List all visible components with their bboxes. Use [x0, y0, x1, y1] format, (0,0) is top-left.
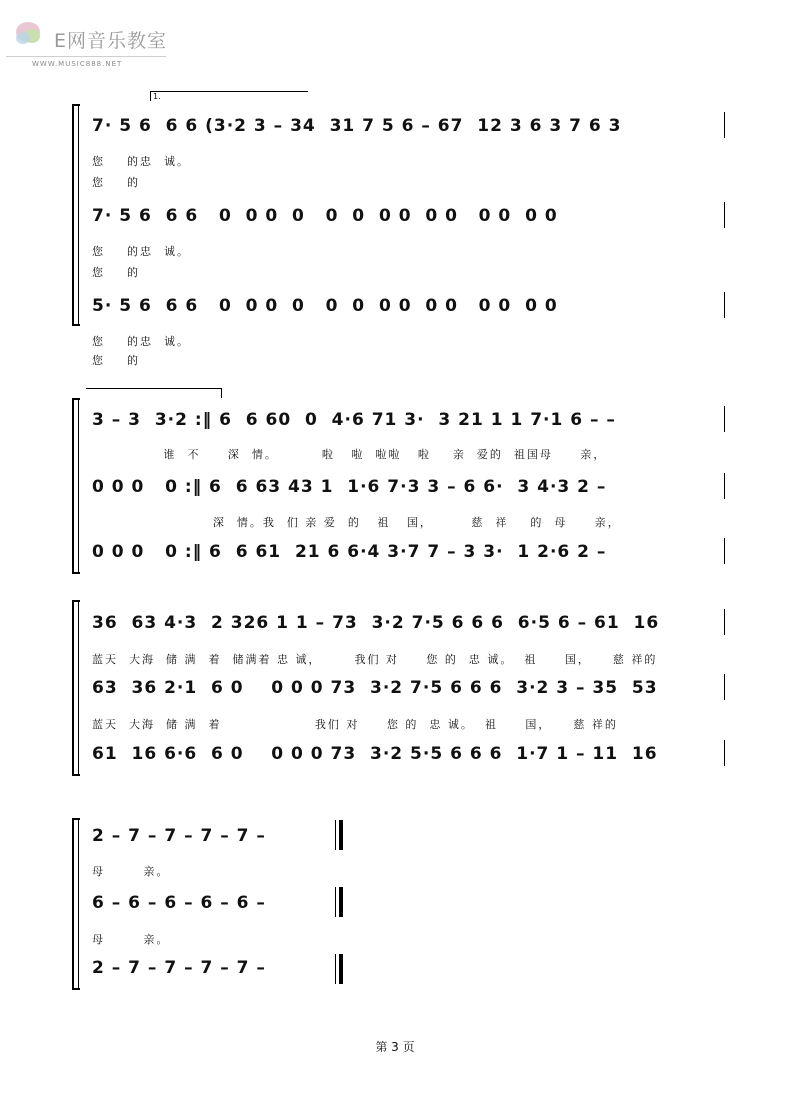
system-brace — [72, 818, 74, 990]
lyric-line: 蓝天 大海 储 满 着 我们 对 您 的 忠 诚。 祖 国， 慈 祥的 — [92, 718, 618, 731]
system-brace — [72, 398, 74, 574]
soprano-notes: 2 – 7 – 7 – 7 – 7 – — [92, 826, 266, 846]
alto-notes: 63 36 2·1 6 0 0 0 0 73 3·2 7·5 6 6 6 3·2 3 – 35 53 — [92, 678, 658, 698]
alto-notes: 6 – 6 – 6 – 6 – 6 – — [92, 893, 266, 913]
lyric-line: 蓝天 大海 储 满 着 储满着 忠 诚， 我们 对 您 的 忠 诚。 祖 国， 慈 祥的 — [92, 653, 658, 666]
bass-notes: 5· 5 6 6 6 0 0 0 0 0 0 0 0 0 0 0 0 0 0 — [92, 296, 558, 316]
lyric-line: 您 的忠 诚。 — [92, 155, 190, 168]
lyric-line: 深 情。我 们 亲 爱 的 祖 国， 慈 祥 的 母 亲， — [92, 516, 621, 529]
volta-bracket — [150, 91, 308, 92]
bass-notes: 61 16 6·6 6 0 0 0 0 73 3·2 5·5 6 6 6 1·7 1 – 11 16 — [92, 744, 658, 764]
soprano-notes: 3 – 3 3·2 :‖ 6 6 60 0 4·6 71 3· 3 21 1 1 7·1 6 – – — [92, 410, 616, 430]
bass-notes: 2 – 7 – 7 – 7 – 7 – — [92, 958, 266, 978]
final-barline — [339, 820, 343, 850]
alto-notes: 0 0 0 0 :‖ 6 6 63 43 1 1·6 7·3 3 – 6 6· 3 4·3 2 – — [92, 477, 607, 497]
alto-notes: 7· 5 6 6 6 0 0 0 0 0 0 0 0 0 0 0 0 0 0 — [92, 206, 558, 226]
soprano-notes: 36 63 4·3 2 326 1 1 – 73 3·2 7·5 6 6 6 6·5 6 – 61 16 — [92, 613, 660, 633]
volta-bracket — [86, 388, 222, 389]
lyric-line: 您 的 — [92, 354, 140, 367]
lyric-line: 您 的 — [92, 266, 140, 279]
lyric-line: 谁 不 深 情。 啦 啦 啦啦 啦 亲 爱的 祖国母 亲， — [92, 448, 607, 461]
final-barline — [339, 887, 343, 917]
site-logo — [6, 8, 176, 70]
bass-notes: 0 0 0 0 :‖ 6 6 61 21 6 6·4 3·7 7 – 3 3· 1 2·6 2 – — [92, 542, 607, 562]
lyric-line: 母 亲。 — [92, 933, 170, 946]
page-number: 第 3 页 — [375, 1040, 415, 1054]
system-brace — [72, 600, 74, 776]
volta-number: 1. — [153, 92, 161, 101]
final-barline — [339, 954, 343, 984]
logo-divider — [6, 56, 166, 57]
lyric-line: 您 的忠 诚。 — [92, 245, 190, 258]
logo-url: WWW.MUSIC888.NET — [32, 60, 123, 68]
lyric-line: 您 的忠 诚。 — [92, 335, 190, 348]
flower-logo-icon — [6, 14, 50, 54]
soprano-notes: 7· 5 6 6 6 (3·2 3 – 34 31 7 5 6 – 67 12 3 6 3 7 6 3 — [92, 116, 622, 136]
lyric-line: 母 亲。 — [92, 865, 170, 878]
logo-text: E网音乐教室 — [54, 30, 168, 52]
lyric-line: 您 的 — [92, 176, 140, 189]
system-brace — [72, 104, 74, 326]
